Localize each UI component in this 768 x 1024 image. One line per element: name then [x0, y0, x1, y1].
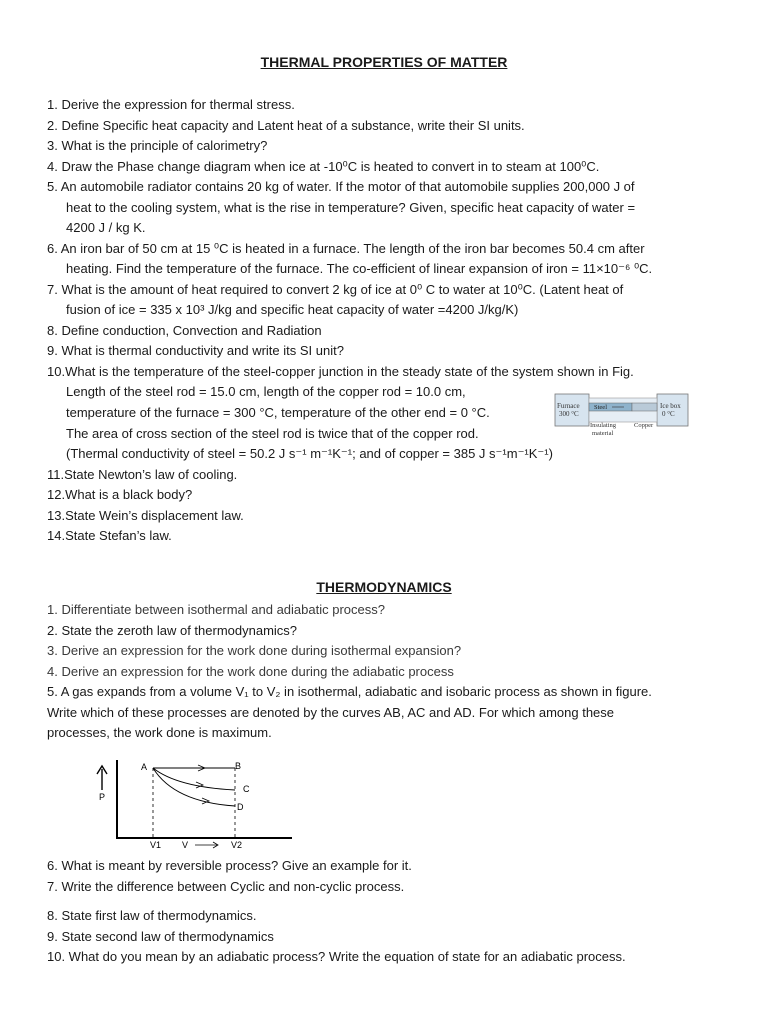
- question-2: 2. Define Specific heat capacity and Latent heat of a substance, write their SI units.: [47, 118, 525, 133]
- steel-copper-rod-figure: [554, 390, 690, 440]
- furnace-temp-label: 300 °C: [559, 410, 579, 418]
- thermo-question-9: 9. State second law of thermodynamics: [47, 929, 274, 944]
- curve-ad: [153, 768, 235, 806]
- point-b-label: B: [235, 761, 242, 771]
- question-9: 9. What is thermal conductivity and write its SI unit?: [47, 343, 344, 358]
- thermo-question-3: 3. Derive an expression for the work done during isothermal expansion?: [47, 643, 462, 658]
- question-10-line-1: 10.What is the temperature of the steel-copper junction in the steady state of the system shown in Fig.: [47, 364, 634, 379]
- question-5-line-3: 4200 J / kg K.: [66, 220, 146, 235]
- question-14: 14.State Stefan’s law.: [47, 528, 172, 543]
- question-3: 3. What is the principle of calorimetry?: [47, 138, 268, 153]
- copper-label: Copper: [634, 422, 654, 429]
- point-a-label: A: [141, 762, 148, 772]
- thermo-question-5-line-3: processes, the work done is maximum.: [47, 725, 272, 740]
- question-1: 1. Derive the expression for thermal stress.: [47, 97, 295, 112]
- furnace-label: Furnace: [557, 402, 580, 410]
- thermo-question-8: 8. State first law of thermodynamics.: [47, 908, 257, 923]
- thermo-question-10: 10. What do you mean by an adiabatic process? Write the equation of state for an adiabatic process.: [47, 949, 626, 964]
- pv-diagram: [92, 752, 298, 854]
- v1-label: V1: [150, 840, 162, 850]
- insulating-label: Insulating: [590, 422, 616, 429]
- thermo-question-6: 6. What is meant by reversible process? Give an example for it.: [47, 858, 412, 873]
- thermo-question-5-line-1: 5. A gas expands from a volume V₁ to V₂ in isothermal, adiabatic and isobaric process as shown in figure.: [47, 684, 652, 699]
- question-11: 11.State Newton’s law of cooling.: [47, 467, 238, 482]
- thermo-question-2: 2. State the zeroth law of thermodynamics?: [47, 623, 298, 638]
- curve-ac-arrow: [196, 782, 203, 788]
- question-10-line-2: Length of the steel rod = 15.0 cm, length of the copper rod = 10.0 cm,: [66, 384, 466, 399]
- section-title-thermodynamics: THERMODYNAMICS: [316, 579, 452, 595]
- material-label: material: [592, 430, 614, 437]
- question-5-line-1: 5. An automobile radiator contains 20 kg of water. If the motor of that automobile supplies 200,000 J of: [47, 179, 635, 194]
- question-13: 13.State Wein’s displacement law.: [47, 508, 244, 523]
- thermo-question-4: 4. Derive an expression for the work done during the adiabatic process: [47, 664, 454, 679]
- p-axis-label: P: [99, 792, 106, 802]
- thermo-question-1: 1. Differentiate between isothermal and adiabatic process?: [47, 602, 385, 617]
- v2-label: V2: [231, 840, 243, 850]
- ice-box-label: Ice box: [660, 402, 681, 410]
- question-8: 8. Define conduction, Convection and Radiation: [47, 323, 322, 338]
- question-12: 12.What is a black body?: [47, 487, 193, 502]
- question-4: 4. Draw the Phase change diagram when ice at -10⁰C is heated to convert in to steam at 100⁰C.: [47, 159, 600, 174]
- point-c-label: C: [243, 784, 250, 794]
- question-10-line-3: temperature of the furnace = 300 °C, temperature of the other end = 0 °C.: [66, 405, 490, 420]
- steel-label: Steel: [594, 404, 607, 411]
- question-10-line-4: The area of cross section of the steel rod is twice that of the copper rod.: [66, 426, 479, 441]
- curve-ac: [153, 768, 235, 790]
- thermo-question-5-line-2: Write which of these processes are denoted by the curves AB, AC and AD. For which among these: [47, 705, 615, 720]
- thermo-question-7: 7. Write the difference between Cyclic and non-cyclic process.: [47, 879, 405, 894]
- question-7-line-1: 7. What is the amount of heat required to convert 2 kg of ice at 0⁰ C to water at 10⁰C. (Latent heat of: [47, 282, 624, 297]
- question-5-line-2: heat to the cooling system, what is the rise in temperature? Given, specific heat capacity of water =: [66, 200, 636, 215]
- question-6-line-2: heating. Find the temperature of the furnace. The co-efficient of linear expansion of iron = 11×10⁻⁶ ⁰C.: [66, 261, 653, 276]
- question-7-line-2: fusion of ice = 335 x 10³ J/kg and specific heat capacity of water =4200 J/kg/K): [66, 302, 519, 317]
- question-6-line-1: 6. An iron bar of 50 cm at 15 ⁰C is heated in a furnace. The length of the iron bar becomes 50.4 cm after: [47, 241, 645, 256]
- section-title-thermal-properties: THERMAL PROPERTIES OF MATTER: [260, 54, 508, 70]
- copper-rod: [632, 403, 657, 411]
- point-d-label: D: [237, 802, 244, 812]
- question-10-line-5: (Thermal conductivity of steel = 50.2 J s⁻¹ m⁻¹K⁻¹; and of copper = 385 J s⁻¹m⁻¹K⁻¹): [66, 446, 553, 461]
- ice-temp-label: 0 °C: [662, 410, 675, 418]
- v-axis-label: V: [182, 840, 189, 850]
